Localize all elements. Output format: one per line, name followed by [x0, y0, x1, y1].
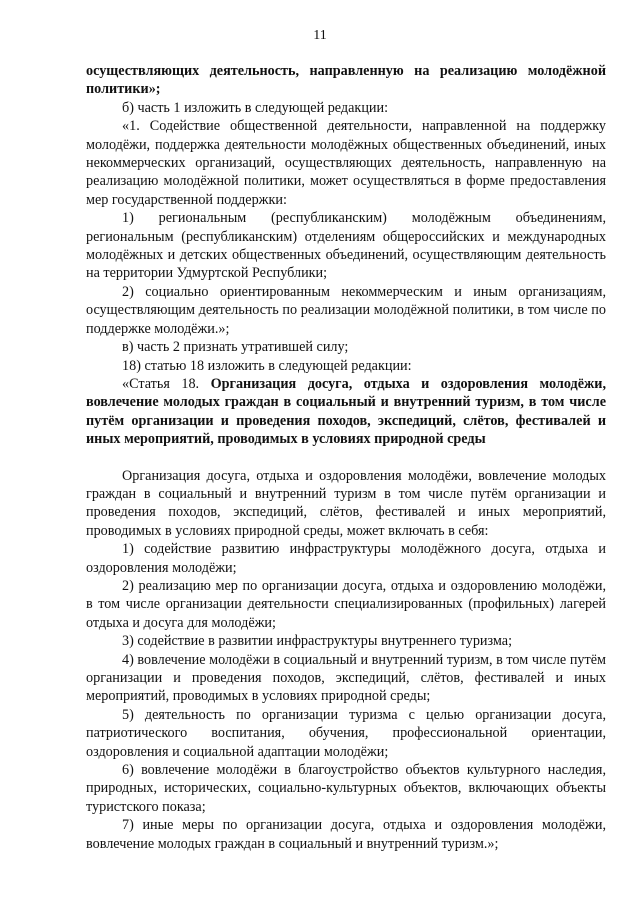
paragraph-amendment-b: б) часть 1 изложить в следующей редакции:: [122, 99, 389, 116]
paragraph-list-item-5: 5) деятельность по организации туризма с целью организации досуга, патриотического воспитания, обучения, профессиональной ориентации, оздоровления и социальной адаптации молодёжи;: [86, 706, 606, 760]
blank-line: [86, 449, 606, 467]
paragraph-article-18-heading: [86, 375, 606, 449]
article-18-title: Организация досуга, отдыха и оздоровления молодёжи, вовлечение молодых граждан в социальный и внутренний туризм, в том числе путём организации и проведения походов, экспедиций, слётов, фестивалей и иных мероприятий, проводимых в условиях природной среды: [86, 375, 606, 448]
paragraph-list-item-6: 6) вовлечение молодёжи в благоустройство объектов культурного наследия, природных, исторических, социально-культурных объектов, включающих объекты туристского показа;: [86, 762, 606, 815]
paragraph-list-item-2: 2) реализацию мер по организации досуга, отдыха и оздоровлению молодёжи, в том числе организации деятельности специализированных (профильных) лагерей отдыха и досуга для молодёжи;: [86, 577, 606, 631]
paragraph-item-1: 1) региональным (республиканским) молодёжным объединениям, региональным (республиканским) отделениям общероссийских и международных молодёжных и детских общественных объединений, осуществляющим деятельность на территории Удмуртской Республики;: [86, 210, 606, 282]
paragraph-item-2: 2) социально ориентированным некоммерческим и иным организациям, осуществляющим деятельность по реализации молодёжной политики, в том числе по поддержке молодёжи.»;: [86, 283, 606, 337]
article-18-prefix: «Статья 18.: [122, 375, 211, 392]
paragraph-list-item-3: 3) содействие в развитии инфраструктуры внутреннего туризма;: [122, 633, 513, 650]
paragraph-amendment-v: в) часть 2 признать утратившей силу;: [122, 339, 349, 356]
paragraph-list-item-4: 4) вовлечение молодёжи в социальный и внутренний туризм, в том числе путём организации и проведения походов, экспедиций, слётов, фестивалей и иных мероприятий, проводимых в условиях природной среды;: [86, 651, 606, 705]
paragraph-part-1: «1. Содействие общественной деятельности, направленной на поддержку молодёжи, поддержка деятельности молодёжных общественных объединений, иных некоммерческих организаций, осуществляющих деятельность, направленную на реализацию молодёжной политики, может осуществляться в форме предоставления мер государственной поддержки:: [86, 118, 606, 208]
paragraph-article-fragment: осуществляющих деятельность, направленную на реализацию молодёжной политики»;: [86, 63, 606, 98]
paragraph-list-item-1: 1) содействие развитию инфраструктуры молодёжного досуга, отдыха и оздоровления молодёжи;: [86, 541, 606, 576]
page-number: 11: [313, 28, 327, 43]
paragraph-amendment-18: 18) статью 18 изложить в следующей редакции:: [122, 357, 412, 374]
document-body: [86, 62, 606, 853]
paragraph-list-item-7: 7) иные меры по организации досуга, отдыха и оздоровления молодёжи, вовлечение молодых граждан в социальный и внутренний туризм.»;: [86, 817, 606, 852]
paragraph-article-18-body: Организация досуга, отдыха и оздоровления молодёжи, вовлечение молодых граждан в социальный и внутренний туризм в том числе путём организации и проведения походов, экспедиций, слётов, фестивалей и иных мероприятий, проводимых в условиях природной среды, может включать в себя:: [86, 467, 606, 539]
